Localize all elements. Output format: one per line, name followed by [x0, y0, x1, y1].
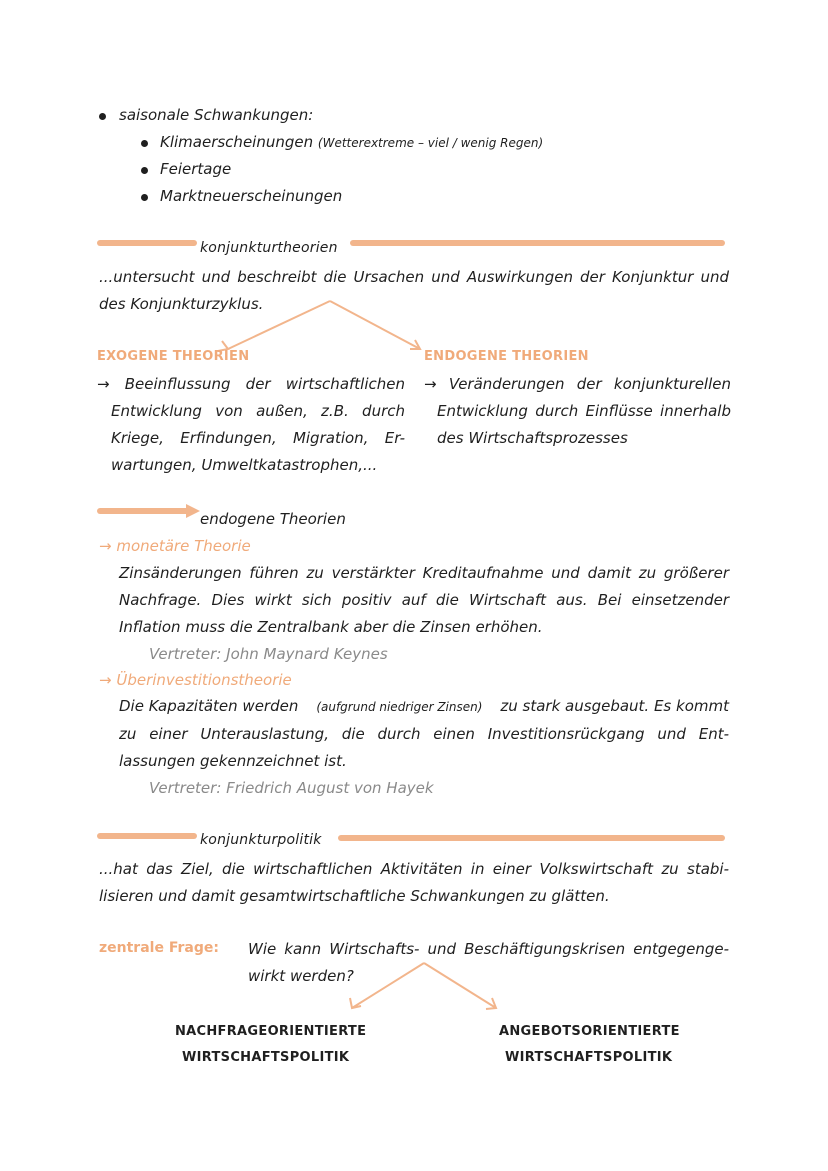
arrow-right-icon [186, 504, 200, 518]
body-line: ...untersucht und beschreibt die Ursachen und Auswirkungen der Konjunktur und [99, 268, 729, 286]
angebot-line1: ANGEBOTSORIENTIERTE [499, 1024, 680, 1039]
exogen-line: wartungen, Umweltkatastrophen,... [111, 456, 378, 474]
exogene-title: EXOGENE THEORIEN [97, 349, 250, 364]
nachfrage-line2: WIRTSCHAFTSPOLITIK [182, 1050, 350, 1065]
section-heading-konjunkturpolitik: konjunkturpolitik [200, 832, 322, 848]
body-line: zu einer Unterauslastung, die durch einen Investitionsrückgang und Ent- [119, 725, 729, 743]
ueberinvestition-title: → Überinvestitionstheorie [99, 671, 292, 689]
saisonal-title: saisonale Schwankungen: [119, 106, 314, 124]
section-heading-konjunkturtheorien: konjunkturtheorien [200, 240, 338, 256]
body-line: Zinsänderungen führen zu verstärkter Kreditaufnahme und damit zu größerer [119, 564, 729, 582]
body-line: lassungen gekennzeichnet ist. [119, 752, 347, 770]
heading-bar-left [97, 240, 197, 246]
list-item: Klimaerscheinungen (Wetterextreme – viel / wenig Regen) [160, 133, 544, 151]
body-line: Inflation muss die Zentralbank aber die Zinsen erhöhen. [119, 618, 543, 636]
body-line: des Konjunkturzyklus. [99, 295, 264, 313]
list-item: Marktneuerscheinungen [160, 187, 343, 205]
heading-bar-left [97, 833, 197, 839]
endogen-line: Entwicklung durch Einflüsse innerhalb [437, 402, 731, 420]
endogen-line: → Veränderungen der konjunkturellen [424, 375, 731, 393]
body-line: Nachfrage. Dies wirkt sich positiv auf die Wirtschaft aus. Bei einsetzender [119, 591, 729, 609]
body-line: lisieren und damit gesamtwirtschaftliche Schwankungen zu glätten. [99, 887, 610, 905]
zentrale-frage-label: zentrale Frage: [99, 940, 219, 956]
exogen-line: Entwicklung von außen, z.B. durch [111, 402, 405, 420]
body-line: ...hat das Ziel, die wirtschaftlichen Aktivitäten in einer Volkswirtschaft zu stabi- [99, 860, 729, 878]
angebot-line2: WIRTSCHAFTSPOLITIK [505, 1050, 673, 1065]
heading-bar-right [350, 240, 725, 246]
exogen-line: Kriege, Erfindungen, Migration, Er- [111, 429, 405, 447]
bullet-icon [141, 140, 148, 147]
bullet-icon [141, 167, 148, 174]
bullet-icon [99, 113, 106, 120]
nachfrage-line1: NACHFRAGEORIENTIERTE [175, 1024, 367, 1039]
bullet-icon [141, 194, 148, 201]
monetaer-title: → monetäre Theorie [99, 537, 251, 555]
endogen-line: des Wirtschaftsprozesses [437, 429, 628, 447]
vertreter-keynes: Vertreter: John Maynard Keynes [149, 645, 388, 663]
vertreter-hayek: Vertreter: Friedrich August von Hayek [149, 779, 434, 797]
endogene-title: ENDOGENE THEORIEN [424, 349, 589, 364]
section-heading-endogene: endogene Theorien [200, 510, 346, 528]
list-item: Feiertage [160, 160, 232, 178]
exogen-line: → Beeinflussung der wirtschaftlichen [97, 375, 405, 393]
body-line: Die Kapazitäten werden (aufgrund niedriger Zinsen) zu stark ausgebaut. Es kommt [119, 697, 729, 715]
heading-bar-right [338, 835, 725, 841]
frage-line: Wie kann Wirtschafts- und Beschäftigungskrisen entgegenge- [248, 940, 729, 958]
frage-line: wirkt werden? [248, 967, 354, 985]
heading-arrow-bar [97, 508, 189, 514]
